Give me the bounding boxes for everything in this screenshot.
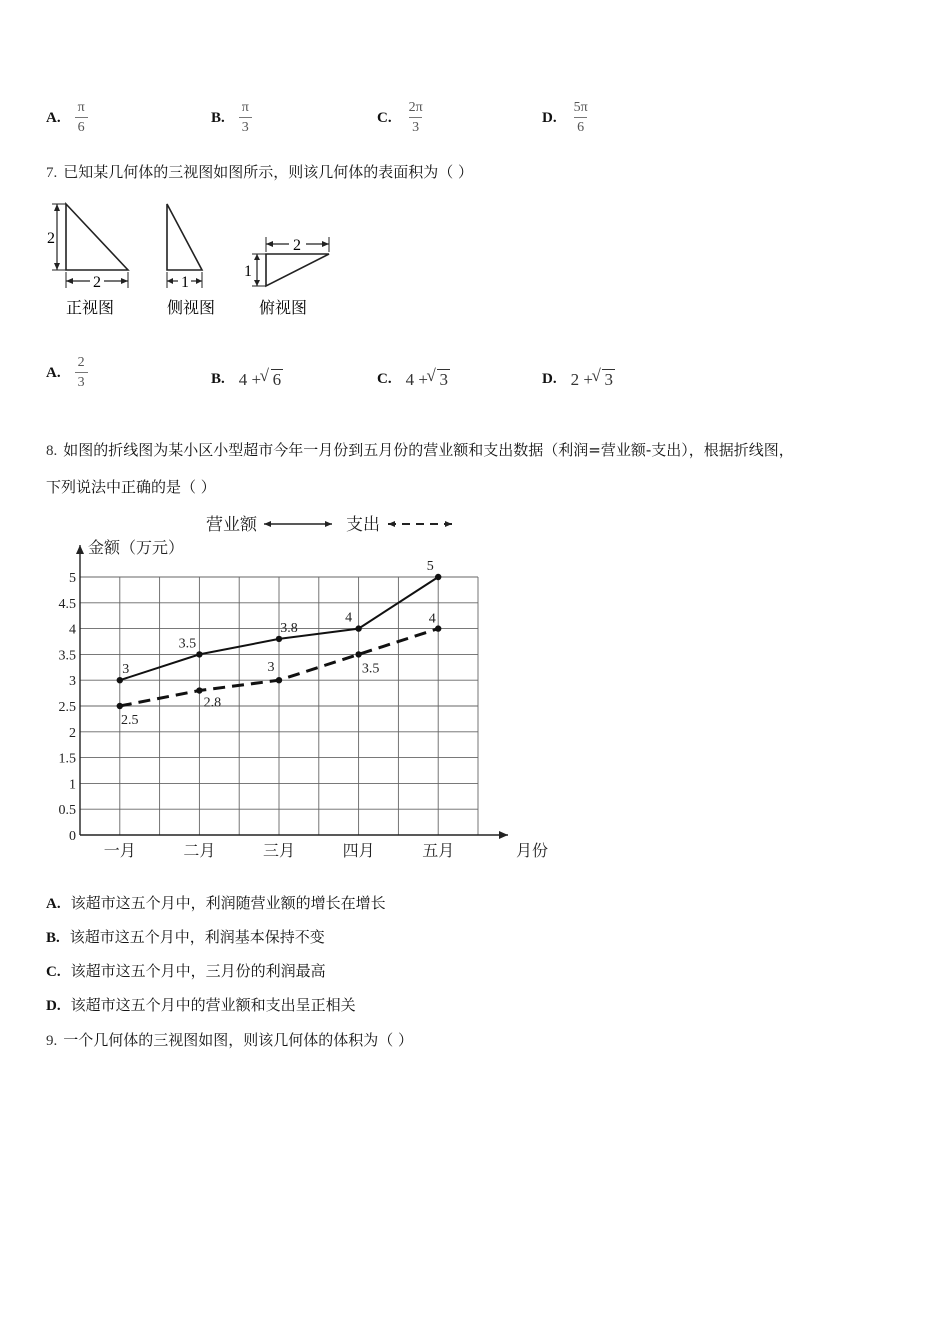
y-tick-label: 4 <box>69 622 76 638</box>
question-text: 已知某几何体的三视图如图所示，则该几何体的表面积为（ ） <box>63 163 474 181</box>
option-letter: B. <box>211 371 225 387</box>
revenue-point <box>276 636 282 642</box>
q7-options <box>0 355 950 405</box>
option-text: 该超市这五个月中，利润随营业额的增长在增长 <box>70 894 386 912</box>
revenue-data-label: 5 <box>426 559 434 574</box>
expense-point <box>355 651 361 657</box>
q9-stem <box>46 1029 413 1050</box>
q7-stem <box>46 161 473 182</box>
question-number: 9. <box>46 1033 58 1049</box>
x-tick-label: 三月 <box>262 841 296 860</box>
y-tick-label: 0.5 <box>58 803 76 819</box>
expense-data-label: 2.8 <box>203 695 222 711</box>
q7-option-c[interactable] <box>377 369 450 390</box>
q8-option-c[interactable] <box>46 960 326 981</box>
x-tick-label: 二月 <box>183 841 216 860</box>
expense-data-label: 3 <box>267 660 275 676</box>
q8-option-a[interactable] <box>46 892 386 913</box>
legend-arrow-right <box>445 521 452 527</box>
question-text: 一个几何体的三视图如图，则该几何体的体积为（ ） <box>63 1031 414 1049</box>
fraction: $\frac{2}{3}$ <box>75 355 88 391</box>
front-view <box>47 204 128 317</box>
fraction: $\frac{5\pi}{6}$ <box>573 100 588 135</box>
revenue-data-label: 3.8 <box>280 620 298 636</box>
legend-arrow-left <box>388 521 395 527</box>
y-tick-label: 0 <box>69 829 76 844</box>
x-tick-label: 一月 <box>103 841 136 860</box>
y-tick-label: 4.5 <box>58 596 76 612</box>
revenue-data-label: 3.5 <box>178 636 197 652</box>
y-axis-title: 金额（万元） <box>88 538 185 557</box>
q8-option-b[interactable] <box>46 926 325 947</box>
q6-option-b[interactable] <box>211 100 252 136</box>
legend-arrow-left <box>264 521 271 527</box>
option-letter: D. <box>542 109 557 126</box>
option-text: 该超市这五个月中，利润基本保持不变 <box>69 928 325 946</box>
front-view-label: 正视图 <box>65 298 115 317</box>
q7-option-b[interactable] <box>211 369 283 390</box>
option-letter: B. <box>46 930 60 946</box>
x-axis-title: 月份 <box>515 841 549 860</box>
side-view-label: 侧视图 <box>166 298 216 317</box>
option-expression: 4 + √ 6 <box>239 369 283 390</box>
option-expression: 4 + √ 3 <box>406 369 450 390</box>
option-letter: A. <box>46 364 61 381</box>
option-letter: A. <box>46 109 61 126</box>
legend-arrow-right <box>325 521 332 527</box>
q7-option-a[interactable] <box>46 355 88 391</box>
expense-point <box>435 625 441 631</box>
option-letter: C. <box>46 964 61 980</box>
q8-option-d[interactable] <box>46 994 356 1015</box>
y-tick-label: 3.5 <box>58 648 76 664</box>
question-number: 8. <box>46 443 58 459</box>
option-letter: C. <box>377 109 392 126</box>
y-axis-arrow <box>76 545 84 554</box>
y-tick-label: 2.5 <box>58 700 76 715</box>
q6-option-c[interactable] <box>377 100 426 136</box>
expense-data-label: 3.5 <box>361 661 380 677</box>
top-width-label: 2 <box>293 237 301 254</box>
x-tick-label: 五月 <box>422 841 455 860</box>
revenue-data-label: 4 <box>345 610 353 626</box>
revenue-point <box>196 651 202 657</box>
expense-point <box>276 677 282 683</box>
option-letter: C. <box>377 371 392 387</box>
option-letter: D. <box>46 998 61 1014</box>
top-view-label: 俯视图 <box>258 298 308 317</box>
y-tick-label: 1 <box>69 777 76 793</box>
q7-three-view-figure <box>40 196 340 326</box>
expense-data-label: 4 <box>428 611 436 627</box>
option-letter: D. <box>542 371 557 387</box>
q8-stem-line1 <box>46 439 794 460</box>
y-tick-label: 2 <box>69 725 76 741</box>
q8-line-chart <box>40 505 549 865</box>
expense-data-label: 2.5 <box>121 713 139 728</box>
revenue-point <box>355 625 361 631</box>
x-tick-label: 四月 <box>342 841 375 860</box>
y-tick-label: 5 <box>69 571 76 586</box>
top-height-label: 1 <box>244 263 252 280</box>
legend-label-revenue: 营业额 <box>206 515 257 535</box>
x-axis-arrow <box>499 831 508 839</box>
side-view <box>167 204 215 317</box>
top-view <box>244 237 329 317</box>
legend-label-expense: 支出 <box>346 515 380 535</box>
revenue-point <box>435 574 441 580</box>
y-tick-label: 3 <box>69 674 76 690</box>
fraction: $\frac{\pi}{3}$ <box>239 100 252 136</box>
revenue-data-label: 3 <box>122 662 130 678</box>
option-expression: 2 + √ 3 <box>571 369 615 390</box>
q6-options <box>0 100 950 150</box>
y-tick-label: 1.5 <box>58 751 76 767</box>
q7-option-d[interactable] <box>542 369 615 390</box>
expense-point <box>117 703 123 709</box>
question-number: 7. <box>46 165 58 181</box>
option-text: 该超市这五个月中的营业额和支出呈正相关 <box>70 996 356 1014</box>
fraction: $\frac{2\pi}{3}$ <box>408 100 423 135</box>
q6-option-a[interactable] <box>46 100 88 136</box>
question-text: 如图的折线图为某小区小型超市今年一月份到五月份的营业额和支出数据（利润=营业额-支出），根据折线图， <box>63 441 794 459</box>
question-text: 下列说法中正确的是（ ） <box>46 478 216 496</box>
expense-point <box>196 687 202 693</box>
option-text: 该超市这五个月中，三月份的利润最高 <box>70 962 326 980</box>
q8-stem-line2 <box>46 476 216 497</box>
revenue-point <box>117 677 123 683</box>
front-width-label: 2 <box>93 274 101 291</box>
option-letter: A. <box>46 896 61 912</box>
side-width-label: 1 <box>181 274 189 291</box>
option-letter: B. <box>211 109 225 126</box>
front-height-label: 2 <box>47 230 55 247</box>
q6-option-d[interactable] <box>542 100 591 136</box>
fraction: $\frac{\pi}{6}$ <box>75 100 88 136</box>
